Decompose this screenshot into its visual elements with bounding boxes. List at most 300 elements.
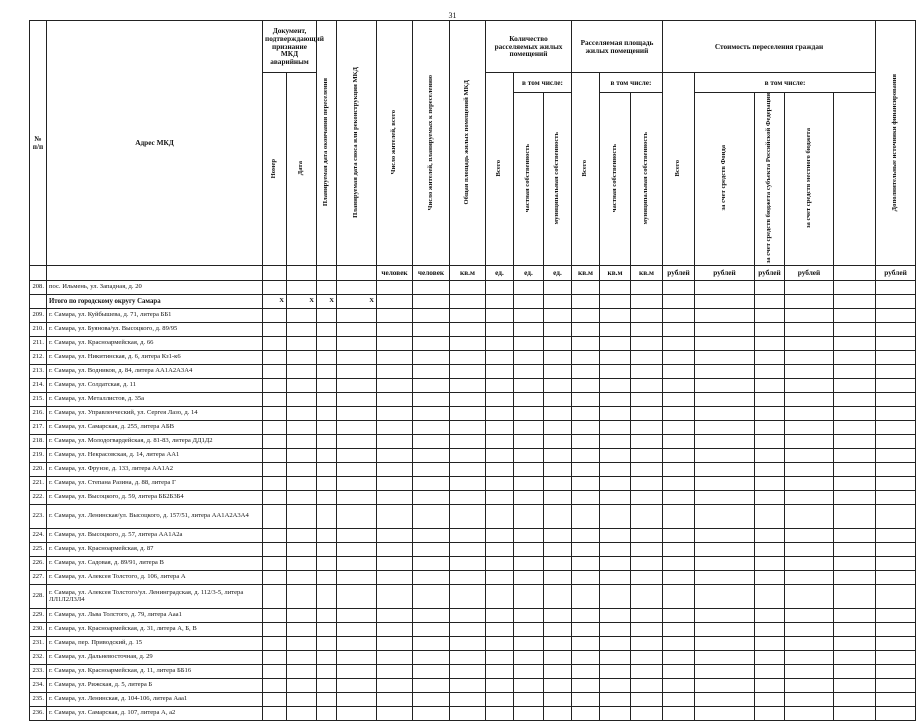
table-row [30, 557, 916, 571]
row-value [377, 707, 413, 721]
row-value [600, 463, 631, 477]
row-value [695, 529, 755, 543]
col-cost-group-header: Стоимость переселения граждан [663, 21, 876, 73]
col-count-total-header: Всего [486, 73, 514, 266]
row-value [755, 557, 785, 571]
row-value [377, 585, 413, 609]
row-value [663, 477, 695, 491]
row-value [263, 449, 287, 463]
row-value [337, 351, 377, 365]
row-value [876, 281, 916, 295]
row-value [695, 693, 755, 707]
row-value [663, 529, 695, 543]
row-number: 224. [30, 529, 47, 543]
table-row [30, 449, 916, 463]
row-value [631, 543, 663, 557]
table-row [30, 337, 916, 351]
row-value [876, 707, 916, 721]
row-address: г. Самара, ул. Куйбышева, д. 71, литера ББ1 [47, 309, 263, 323]
row-value [695, 609, 755, 623]
row-value [337, 421, 377, 435]
row-address: г. Самара, ул. Дальневосточная, д. 29 [47, 651, 263, 665]
row-value [413, 351, 450, 365]
row-value [785, 665, 834, 679]
row-value [631, 707, 663, 721]
row-address: г. Самара, ул. Металлистов, д. 35а [47, 393, 263, 407]
row-address: пос. Ильмень, ул. Западная, д. 20 [47, 281, 263, 295]
row-value [785, 477, 834, 491]
row-value [486, 281, 514, 295]
row-value [600, 365, 631, 379]
table-row [30, 505, 916, 529]
row-value [413, 693, 450, 707]
table-row [30, 365, 916, 379]
row-value [600, 609, 631, 623]
row-value [377, 557, 413, 571]
row-value [317, 379, 337, 393]
row-value [544, 337, 572, 351]
row-value [785, 557, 834, 571]
row-value [377, 365, 413, 379]
row-value [834, 295, 876, 309]
row-value [450, 529, 486, 543]
row-value [600, 637, 631, 651]
row-address: г. Самара, ул. Управленческий, ул. Сергея Лазо, д. 14 [47, 407, 263, 421]
row-value [317, 585, 337, 609]
row-value [514, 693, 544, 707]
row-value [631, 463, 663, 477]
row-value [572, 637, 600, 651]
row-value [695, 379, 755, 393]
row-value [317, 309, 337, 323]
col-total-area-header: Общая площадь жилых помещений МКД [450, 21, 486, 266]
unit-rub: рублей [876, 266, 916, 281]
row-value [450, 585, 486, 609]
row-value [572, 281, 600, 295]
col-local-header: за счет средств местного бюджета [785, 93, 834, 266]
row-value [287, 637, 317, 651]
row-value [337, 463, 377, 477]
row-value [377, 337, 413, 351]
row-value [287, 309, 317, 323]
row-value [876, 557, 916, 571]
row-value [834, 693, 876, 707]
row-address: г. Самара, ул. Никитинская, д. 6, литера Кз1-к6 [47, 351, 263, 365]
row-value [755, 393, 785, 407]
row-value [413, 491, 450, 505]
row-value [450, 281, 486, 295]
row-value [876, 449, 916, 463]
row-value [876, 351, 916, 365]
table-row [30, 421, 916, 435]
row-value [377, 435, 413, 449]
row-value [544, 505, 572, 529]
row-value [450, 295, 486, 309]
row-value [544, 379, 572, 393]
row-value [755, 477, 785, 491]
row-value [631, 281, 663, 295]
row-value [572, 295, 600, 309]
row-value [834, 707, 876, 721]
row-value [377, 281, 413, 295]
row-value [413, 557, 450, 571]
row-value [695, 281, 755, 295]
row-value [755, 407, 785, 421]
row-value [755, 365, 785, 379]
row-value [337, 505, 377, 529]
table-row [30, 693, 916, 707]
row-address: г. Самара, ул. Льва Толстого, д. 79, литера Ааа1 [47, 609, 263, 623]
row-value [755, 609, 785, 623]
row-value [413, 365, 450, 379]
row-value [663, 609, 695, 623]
table-row [30, 623, 916, 637]
col-residents-total-header: Число жителей, всего [377, 21, 413, 266]
row-value [486, 491, 514, 505]
row-address: г. Самара, ул. Садовая, д. 89/91, литера В [47, 557, 263, 571]
row-value [785, 393, 834, 407]
row-value [631, 421, 663, 435]
table-row [30, 407, 916, 421]
row-value: X [317, 295, 337, 309]
col-additional-header: Дополнительные источники финансирования [876, 21, 916, 266]
row-value [631, 477, 663, 491]
row-address: г. Самара, ул. Красноармейская, д. 11, литера ББ16 [47, 665, 263, 679]
row-value [317, 623, 337, 637]
row-value [263, 543, 287, 557]
row-value [337, 337, 377, 351]
row-value [876, 463, 916, 477]
unit-rub: рублей [755, 266, 785, 281]
row-value [785, 407, 834, 421]
row-value [337, 435, 377, 449]
row-value [663, 585, 695, 609]
row-value [486, 623, 514, 637]
row-value [600, 407, 631, 421]
row-value [755, 295, 785, 309]
table-row [30, 281, 916, 295]
row-value [287, 421, 317, 435]
row-value [263, 707, 287, 721]
table-row [30, 393, 916, 407]
row-value [834, 491, 876, 505]
row-value [450, 543, 486, 557]
row-value [663, 393, 695, 407]
row-value [450, 407, 486, 421]
row-value [600, 379, 631, 393]
row-value [317, 693, 337, 707]
row-value [695, 407, 755, 421]
row-value [337, 623, 377, 637]
row-value [755, 665, 785, 679]
row-value [600, 281, 631, 295]
row-value [317, 281, 337, 295]
row-value [263, 337, 287, 351]
row-value [413, 379, 450, 393]
row-value [876, 379, 916, 393]
unit-count: ед. [544, 266, 572, 281]
row-value [450, 707, 486, 721]
row-value [317, 393, 337, 407]
table-row [30, 651, 916, 665]
row-value [317, 707, 337, 721]
unit-count: ед. [514, 266, 544, 281]
row-value [663, 281, 695, 295]
row-value [876, 609, 916, 623]
row-value [514, 679, 544, 693]
row-number: 223. [30, 505, 47, 529]
row-value [834, 543, 876, 557]
row-value [413, 337, 450, 351]
row-value [544, 393, 572, 407]
row-address: г. Самара, ул. Высоцкого, д. 59, литера ББ2Б3Б4 [47, 491, 263, 505]
row-number: 215. [30, 393, 47, 407]
row-value [486, 365, 514, 379]
row-value [834, 609, 876, 623]
row-value [514, 351, 544, 365]
row-value [450, 571, 486, 585]
col-subject-header: за счет средств бюджета субъекта Российской Федерации [755, 93, 785, 266]
row-value [514, 609, 544, 623]
row-value [287, 665, 317, 679]
col-count-incl-header: в том числе: [514, 73, 572, 93]
row-number: 236. [30, 707, 47, 721]
row-value [600, 505, 631, 529]
row-address: Итого по городскому округу Самара [47, 295, 263, 309]
row-value [663, 491, 695, 505]
row-value: X [263, 295, 287, 309]
table-row [30, 309, 916, 323]
row-value [572, 435, 600, 449]
unit-people: человек [413, 266, 450, 281]
row-value [317, 651, 337, 665]
row-value [600, 309, 631, 323]
row-value [287, 543, 317, 557]
row-value [600, 491, 631, 505]
table-header [30, 21, 916, 281]
row-value [377, 421, 413, 435]
row-value [631, 505, 663, 529]
table-row [30, 543, 916, 557]
row-value [631, 407, 663, 421]
row-value [377, 379, 413, 393]
row-value [631, 295, 663, 309]
row-value [834, 309, 876, 323]
row-value [785, 337, 834, 351]
row-value [834, 435, 876, 449]
row-value [600, 477, 631, 491]
row-value [663, 543, 695, 557]
row-value [834, 393, 876, 407]
row-value [600, 571, 631, 585]
row-value [755, 491, 785, 505]
row-value [486, 393, 514, 407]
row-value [287, 365, 317, 379]
row-address: г. Самара, пер. Приводский, д. 15 [47, 637, 263, 651]
row-value [631, 557, 663, 571]
row-value [317, 529, 337, 543]
row-value [572, 323, 600, 337]
row-value [631, 529, 663, 543]
unit-count: ед. [486, 266, 514, 281]
row-value [785, 571, 834, 585]
row-value [514, 421, 544, 435]
row-value [834, 637, 876, 651]
table-row [30, 491, 916, 505]
row-value [695, 435, 755, 449]
row-value [514, 529, 544, 543]
col-count-private-header: частная собственность [514, 93, 544, 266]
row-value [287, 337, 317, 351]
row-value [377, 609, 413, 623]
row-number: 220. [30, 463, 47, 477]
row-value [544, 491, 572, 505]
row-value [450, 665, 486, 679]
row-value [263, 571, 287, 585]
row-value [544, 323, 572, 337]
row-value [876, 505, 916, 529]
row-value [785, 623, 834, 637]
row-value [450, 449, 486, 463]
row-address: г. Самара, ул. Рижская, д. 5, литера Б [47, 679, 263, 693]
row-value [572, 393, 600, 407]
row-value [544, 543, 572, 557]
row-value [413, 407, 450, 421]
row-value [572, 463, 600, 477]
row-address: г. Самара, ул. Красноармейская, д. 66 [47, 337, 263, 351]
col-area-total-header: Всего [572, 73, 600, 266]
row-number: 235. [30, 693, 47, 707]
row-value [486, 651, 514, 665]
row-value [572, 529, 600, 543]
row-value [663, 379, 695, 393]
row-address: г. Самара, ул. Некрасовская, д. 14, литера АА1 [47, 449, 263, 463]
row-value [834, 463, 876, 477]
row-value [413, 463, 450, 477]
row-number: 209. [30, 309, 47, 323]
row-value [834, 337, 876, 351]
col-count-municipal-header: муниципальная собственность [544, 93, 572, 266]
row-value [631, 365, 663, 379]
row-value [572, 609, 600, 623]
row-value [876, 543, 916, 557]
unit-sqm: кв.м [572, 266, 600, 281]
col-area-incl-header: в том числе: [600, 73, 663, 93]
row-value [663, 421, 695, 435]
row-value [631, 309, 663, 323]
row-value [450, 421, 486, 435]
row-value [755, 529, 785, 543]
row-value [876, 623, 916, 637]
row-value: X [337, 295, 377, 309]
row-value [695, 295, 755, 309]
row-value [514, 407, 544, 421]
row-value [663, 337, 695, 351]
row-value [317, 463, 337, 477]
row-value [317, 323, 337, 337]
row-value [337, 281, 377, 295]
row-value [413, 585, 450, 609]
row-value [663, 623, 695, 637]
table-row [30, 707, 916, 721]
row-value [544, 365, 572, 379]
row-value [631, 665, 663, 679]
row-value [317, 637, 337, 651]
row-value [572, 571, 600, 585]
row-value [600, 337, 631, 351]
row-value [263, 323, 287, 337]
row-value [514, 571, 544, 585]
row-value [834, 281, 876, 295]
row-value [486, 609, 514, 623]
row-value [413, 637, 450, 651]
row-address: г. Самара, ул. Фрунзе, д. 133, литера АА1А2 [47, 463, 263, 477]
row-value [317, 543, 337, 557]
row-number: 229. [30, 609, 47, 623]
row-value [785, 491, 834, 505]
row-value [785, 323, 834, 337]
row-value [337, 309, 377, 323]
row-value [450, 557, 486, 571]
row-value [572, 477, 600, 491]
row-value [486, 323, 514, 337]
row-value [263, 505, 287, 529]
row-value [486, 351, 514, 365]
row-address: г. Самара, ул. Красноармейская, д. 31, литера А, Б, В [47, 623, 263, 637]
row-value [876, 337, 916, 351]
row-value [600, 623, 631, 637]
row-value [450, 435, 486, 449]
row-value [834, 585, 876, 609]
row-value [572, 585, 600, 609]
row-value [572, 365, 600, 379]
row-value [663, 449, 695, 463]
row-value [876, 323, 916, 337]
row-value [263, 435, 287, 449]
row-number: 226. [30, 557, 47, 571]
row-value [263, 477, 287, 491]
row-value [631, 323, 663, 337]
row-value [287, 693, 317, 707]
row-value [572, 543, 600, 557]
row-value [544, 571, 572, 585]
row-value [663, 571, 695, 585]
row-value [785, 463, 834, 477]
row-value [695, 393, 755, 407]
row-value [486, 679, 514, 693]
table-row [30, 609, 916, 623]
row-value [486, 571, 514, 585]
row-value [876, 435, 916, 449]
row-value [413, 477, 450, 491]
row-value [755, 707, 785, 721]
row-value [514, 281, 544, 295]
row-value [514, 637, 544, 651]
col-fund-header: за счет средств Фонда [695, 93, 755, 266]
row-value [263, 463, 287, 477]
table-row [30, 463, 916, 477]
row-value [834, 365, 876, 379]
row-value [263, 529, 287, 543]
unit-people: человек [377, 266, 413, 281]
row-value [876, 571, 916, 585]
row-value [755, 623, 785, 637]
row-value [450, 637, 486, 651]
row-value [287, 529, 317, 543]
row-value [413, 609, 450, 623]
row-value [600, 421, 631, 435]
row-value [413, 571, 450, 585]
